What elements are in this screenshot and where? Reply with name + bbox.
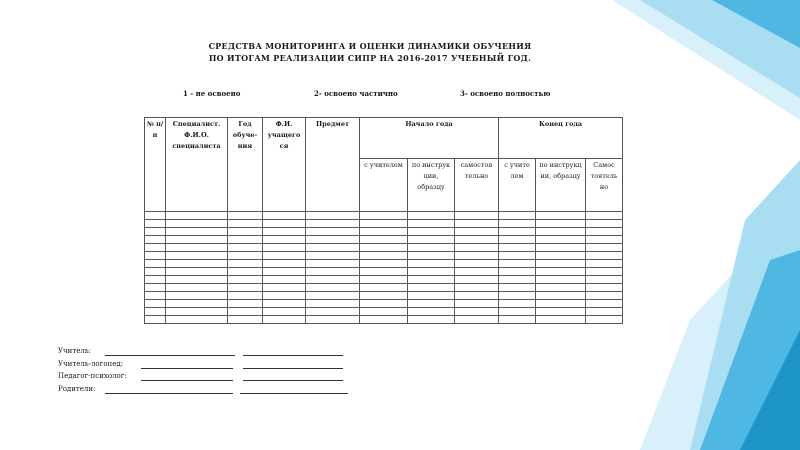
header-specialist: Специалист. Ф.И.О. специалиста	[166, 118, 228, 159]
table-body-empty-rows	[145, 212, 623, 324]
table-cell[interactable]	[145, 292, 166, 300]
table-cell[interactable]	[166, 220, 228, 228]
table-cell[interactable]	[536, 276, 586, 284]
table-cell[interactable]	[586, 316, 623, 324]
table-row	[145, 220, 623, 228]
table-cell[interactable]	[145, 268, 166, 276]
table-cell[interactable]	[263, 252, 306, 260]
table-row	[145, 308, 623, 316]
table-cell[interactable]	[586, 276, 623, 284]
table-cell[interactable]	[536, 212, 586, 220]
header-year: Год обуче-ния	[228, 118, 263, 159]
table-cell[interactable]	[586, 268, 623, 276]
table-cell[interactable]	[228, 260, 263, 268]
table-cell[interactable]	[408, 212, 455, 220]
table-cell[interactable]	[228, 244, 263, 252]
signature-psychologist	[58, 372, 127, 381]
table-cell[interactable]	[455, 268, 499, 276]
table-row	[145, 260, 623, 268]
table-cell[interactable]	[145, 220, 166, 228]
table-row	[145, 300, 623, 308]
table-cell[interactable]	[455, 300, 499, 308]
signature-line[interactable]	[105, 393, 233, 394]
table-cell[interactable]	[408, 244, 455, 252]
signature-line[interactable]	[141, 368, 233, 369]
table-cell[interactable]	[536, 300, 586, 308]
table-cell[interactable]	[536, 268, 586, 276]
table-cell[interactable]	[306, 212, 360, 220]
table-cell[interactable]	[586, 244, 623, 252]
table-cell[interactable]	[306, 236, 360, 244]
subheader-start-independent: самостоя тельно	[455, 159, 499, 212]
table-cell[interactable]	[145, 276, 166, 284]
table-row	[145, 228, 623, 236]
signature-line[interactable]	[141, 380, 233, 381]
header-number: № п/п	[145, 118, 166, 159]
table-cell[interactable]	[228, 268, 263, 276]
table-cell[interactable]	[263, 292, 306, 300]
table-cell[interactable]	[536, 236, 586, 244]
table-cell[interactable]	[536, 292, 586, 300]
legend-not-mastered: 1 - не освоено	[183, 89, 241, 98]
table-cell[interactable]	[499, 236, 536, 244]
table-cell[interactable]	[166, 308, 228, 316]
table-cell[interactable]	[228, 220, 263, 228]
table-header-row	[145, 118, 623, 159]
legend-fully-mastered: 3- освоено полностью	[460, 89, 551, 98]
table-cell[interactable]	[263, 228, 306, 236]
table-cell[interactable]	[228, 284, 263, 292]
table-cell[interactable]	[145, 212, 166, 220]
table-row	[145, 236, 623, 244]
signature-teacher-label: Учитель:	[58, 347, 91, 355]
table-cell[interactable]	[499, 316, 536, 324]
table-cell[interactable]	[166, 292, 228, 300]
table-cell[interactable]	[166, 268, 228, 276]
table-cell[interactable]	[408, 284, 455, 292]
table-cell[interactable]	[263, 220, 306, 228]
table-cell[interactable]	[145, 300, 166, 308]
table-cell[interactable]	[306, 316, 360, 324]
table-cell[interactable]	[408, 236, 455, 244]
table-cell[interactable]	[499, 268, 536, 276]
table-cell[interactable]	[455, 276, 499, 284]
table-cell[interactable]	[145, 308, 166, 316]
signature-line[interactable]	[243, 355, 343, 356]
table-cell[interactable]	[455, 228, 499, 236]
table-cell[interactable]	[586, 220, 623, 228]
table-cell[interactable]	[455, 316, 499, 324]
signature-line[interactable]	[243, 368, 343, 369]
header-student: Ф.И. учащего ся	[263, 118, 306, 159]
table-row	[145, 284, 623, 292]
page-title-line2: ПО ИТОГАМ РЕАЛИЗАЦИИ СИПР НА 2016-2017 УЧЕБНЫЙ ГОД.	[208, 53, 532, 63]
table-cell[interactable]	[228, 252, 263, 260]
table-cell[interactable]	[499, 276, 536, 284]
subheader-blank	[306, 159, 360, 212]
table-cell[interactable]	[455, 236, 499, 244]
subheader-blank	[166, 159, 228, 212]
table-cell[interactable]	[536, 316, 586, 324]
table-cell[interactable]	[360, 276, 408, 284]
table-cell[interactable]	[360, 308, 408, 316]
table-cell[interactable]	[408, 228, 455, 236]
table-cell[interactable]	[536, 228, 586, 236]
signature-speech-therapist	[58, 360, 123, 369]
table-cell[interactable]	[536, 260, 586, 268]
table-cell[interactable]	[586, 284, 623, 292]
table-cell[interactable]	[306, 292, 360, 300]
header-end-of-year: Конец года	[499, 118, 623, 159]
table-cell[interactable]	[499, 300, 536, 308]
table-cell[interactable]	[263, 268, 306, 276]
table-cell[interactable]	[360, 244, 408, 252]
table-cell[interactable]	[145, 228, 166, 236]
table-subheader-row	[145, 159, 623, 212]
table-cell[interactable]	[360, 252, 408, 260]
table-cell[interactable]	[263, 284, 306, 292]
signature-speech-therapist-label: Учитель-логопед:	[58, 360, 124, 368]
table-cell[interactable]	[145, 252, 166, 260]
table-cell[interactable]	[499, 260, 536, 268]
table-cell[interactable]	[145, 316, 166, 324]
table-cell[interactable]	[455, 220, 499, 228]
table-cell[interactable]	[306, 300, 360, 308]
table-cell[interactable]	[228, 228, 263, 236]
table-cell[interactable]	[455, 212, 499, 220]
table-cell[interactable]	[263, 236, 306, 244]
table-cell[interactable]	[536, 284, 586, 292]
table-cell[interactable]	[306, 244, 360, 252]
table-cell[interactable]	[586, 252, 623, 260]
subheader-blank	[263, 159, 306, 212]
table-row	[145, 316, 623, 324]
table-cell[interactable]	[145, 284, 166, 292]
table-cell[interactable]	[360, 292, 408, 300]
signature-line[interactable]	[240, 393, 348, 394]
table-cell[interactable]	[263, 212, 306, 220]
table-cell[interactable]	[408, 252, 455, 260]
table-cell[interactable]	[536, 220, 586, 228]
table-cell[interactable]	[166, 316, 228, 324]
table-cell[interactable]	[499, 212, 536, 220]
table-cell[interactable]	[166, 244, 228, 252]
table-row	[145, 212, 623, 220]
table-cell[interactable]	[166, 276, 228, 284]
table-cell[interactable]	[499, 220, 536, 228]
header-subject: Предмет	[306, 118, 360, 159]
table-cell[interactable]	[408, 308, 455, 316]
table-cell[interactable]	[360, 236, 408, 244]
table-cell[interactable]	[166, 260, 228, 268]
header-start-of-year: Начало года	[360, 118, 499, 159]
table-cell[interactable]	[228, 292, 263, 300]
table-cell[interactable]	[360, 212, 408, 220]
subheader-end-with-teacher: с учите лем	[499, 159, 536, 212]
table-cell[interactable]	[360, 300, 408, 308]
table-cell[interactable]	[499, 244, 536, 252]
table-cell[interactable]	[306, 308, 360, 316]
subheader-start-with-teacher: с учителем	[360, 159, 408, 212]
table-cell[interactable]	[586, 260, 623, 268]
table-cell[interactable]	[360, 220, 408, 228]
table-row	[145, 252, 623, 260]
table-row	[145, 244, 623, 252]
table-cell[interactable]	[263, 308, 306, 316]
table-cell[interactable]	[360, 268, 408, 276]
table-cell[interactable]	[360, 228, 408, 236]
monitoring-table	[144, 117, 623, 324]
table-cell[interactable]	[499, 252, 536, 260]
signature-parents	[58, 385, 95, 394]
signature-line[interactable]	[243, 380, 343, 381]
table-cell[interactable]	[408, 268, 455, 276]
table-cell[interactable]	[306, 284, 360, 292]
table-cell[interactable]	[586, 228, 623, 236]
table-cell[interactable]	[306, 252, 360, 260]
table-cell[interactable]	[263, 300, 306, 308]
table-cell[interactable]	[306, 260, 360, 268]
table-row	[145, 268, 623, 276]
table-cell[interactable]	[145, 260, 166, 268]
table-cell[interactable]	[166, 236, 228, 244]
table-cell[interactable]	[586, 236, 623, 244]
table-row	[145, 276, 623, 284]
table-cell[interactable]	[408, 292, 455, 300]
table-cell[interactable]	[455, 308, 499, 316]
table-cell[interactable]	[408, 276, 455, 284]
table-cell[interactable]	[263, 260, 306, 268]
table-cell[interactable]	[408, 260, 455, 268]
table-cell[interactable]	[166, 228, 228, 236]
table-cell[interactable]	[586, 212, 623, 220]
table-cell[interactable]	[263, 244, 306, 252]
table-cell[interactable]	[306, 276, 360, 284]
table-cell[interactable]	[166, 284, 228, 292]
signature-teacher	[58, 347, 91, 356]
table-cell[interactable]	[499, 228, 536, 236]
table-cell[interactable]	[263, 316, 306, 324]
table-cell[interactable]	[306, 220, 360, 228]
legend-partially-mastered: 2- освоено частично	[314, 89, 398, 98]
table-cell[interactable]	[536, 308, 586, 316]
table-cell[interactable]	[166, 252, 228, 260]
table-cell[interactable]	[499, 308, 536, 316]
table-cell[interactable]	[360, 316, 408, 324]
table-cell[interactable]	[455, 252, 499, 260]
table-cell[interactable]	[145, 244, 166, 252]
table-cell[interactable]	[455, 244, 499, 252]
signature-parents-label: Родители:	[58, 385, 96, 393]
table-cell[interactable]	[455, 292, 499, 300]
table-cell[interactable]	[408, 316, 455, 324]
table-cell[interactable]	[499, 292, 536, 300]
table-cell[interactable]	[455, 260, 499, 268]
table-cell[interactable]	[360, 260, 408, 268]
table-cell[interactable]	[408, 300, 455, 308]
subheader-end-independent: Самос тоятель но	[586, 159, 623, 212]
table-cell[interactable]	[228, 308, 263, 316]
table-row	[145, 292, 623, 300]
table-cell[interactable]	[228, 212, 263, 220]
subheader-blank	[228, 159, 263, 212]
page-title-line1: СРЕДСТВА МОНИТОРИНГА И ОЦЕНКИ ДИНАМИКИ ОБУЧЕНИЯ	[208, 41, 532, 51]
table-cell[interactable]	[228, 316, 263, 324]
table-cell[interactable]	[228, 276, 263, 284]
table-cell[interactable]	[145, 236, 166, 244]
table-cell[interactable]	[586, 308, 623, 316]
table-cell[interactable]	[536, 252, 586, 260]
table-cell[interactable]	[166, 300, 228, 308]
subheader-end-by-instruction: по инструкц ии, образцу	[536, 159, 586, 212]
table-cell[interactable]	[360, 284, 408, 292]
table-cell[interactable]	[306, 228, 360, 236]
table-cell[interactable]	[536, 244, 586, 252]
table-cell[interactable]	[306, 268, 360, 276]
table-cell[interactable]	[499, 284, 536, 292]
table-cell[interactable]	[455, 284, 499, 292]
table-cell[interactable]	[228, 300, 263, 308]
table-cell[interactable]	[586, 292, 623, 300]
table-cell[interactable]	[166, 212, 228, 220]
table-cell[interactable]	[408, 220, 455, 228]
table-cell[interactable]	[263, 276, 306, 284]
signature-psychologist-label: Педагог-психолог:	[58, 372, 127, 380]
subheader-blank	[145, 159, 166, 212]
signature-line[interactable]	[105, 355, 235, 356]
subheader-start-by-instruction: по инструк ции, образцу	[408, 159, 455, 212]
table-cell[interactable]	[228, 236, 263, 244]
table-cell[interactable]	[586, 300, 623, 308]
